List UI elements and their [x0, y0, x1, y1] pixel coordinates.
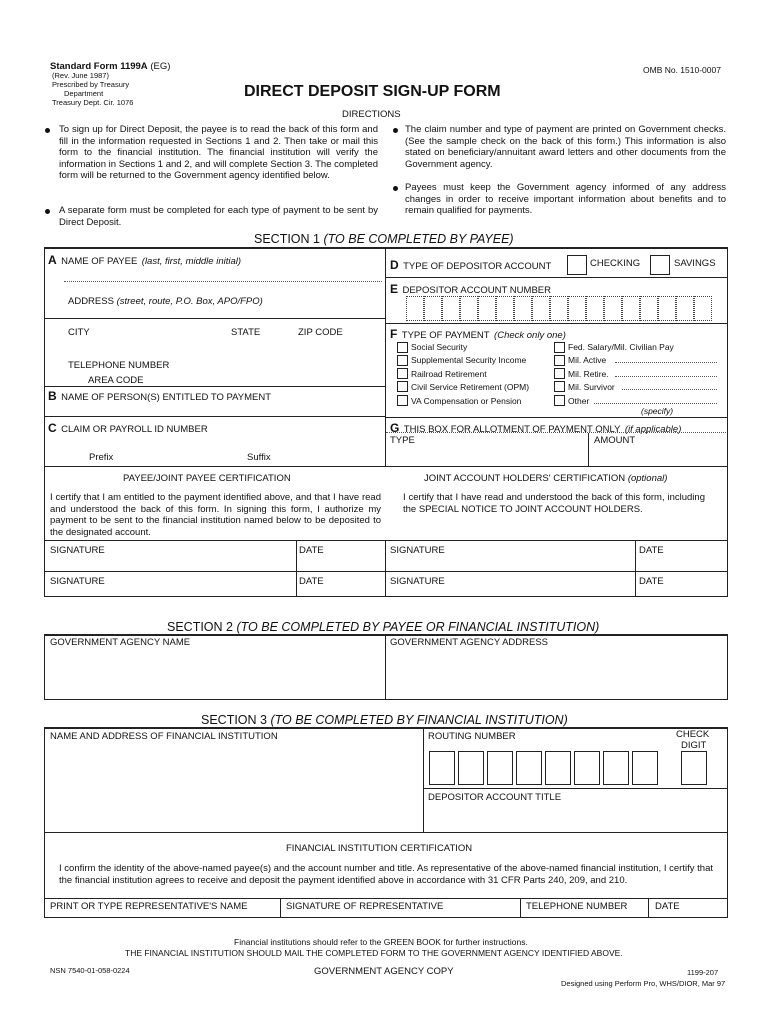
checking-checkbox[interactable] — [567, 255, 587, 275]
nsn-number: NSN 7540-01-058-0224 — [50, 966, 130, 975]
field-telephone[interactable]: TELEPHONE NUMBER — [68, 360, 170, 371]
account-digit-box[interactable] — [568, 296, 586, 321]
field-d-account-type: D TYPE OF DEPOSITOR ACCOUNT — [390, 258, 552, 272]
payee-cert-title: PAYEE/JOINT PAYEE CERTIFICATION — [123, 473, 291, 484]
bullet-icon — [393, 186, 398, 191]
payment-social-security-label: Social Security — [411, 342, 468, 352]
account-digit-box[interactable] — [694, 296, 712, 321]
depositor-account-title-field[interactable]: DEPOSITOR ACCOUNT TITLE — [428, 792, 562, 803]
form-title: DIRECT DEPOSIT SIGN-UP FORM — [244, 83, 501, 100]
form-rev: (Rev. June 1987) — [52, 71, 109, 80]
joint-cert-title: JOINT ACCOUNT HOLDERS' CERTIFICATION (optional) — [424, 473, 668, 484]
checking-label: CHECKING — [590, 258, 641, 269]
account-digit-box[interactable] — [658, 296, 676, 321]
routing-digit-box[interactable] — [632, 751, 658, 785]
form-id: Standard Form 1199A (EG) — [50, 61, 171, 72]
rep-name-field[interactable]: PRINT OR TYPE REPRESENTATIVE'S NAME — [50, 901, 248, 912]
designed-by: Designed using Perform Pro, WHS/DIOR, Mar 97 — [561, 979, 726, 988]
payment-fed-salary-checkbox[interactable] — [554, 342, 565, 353]
claim-suffix: Suffix — [247, 452, 271, 463]
section2-title: SECTION 2 (TO BE COMPLETED BY PAYEE OR FINANCIAL INSTITUTION) — [167, 620, 600, 634]
field-area-code: AREA CODE — [88, 375, 144, 386]
field-b-entitled-persons[interactable]: B NAME OF PERSON(S) ENTITLED TO PAYMENT — [48, 389, 272, 403]
payment-mil-active-checkbox[interactable] — [554, 355, 565, 366]
account-digit-box[interactable] — [622, 296, 640, 321]
account-digit-box[interactable] — [460, 296, 478, 321]
payment-other-checkbox[interactable] — [554, 395, 565, 406]
account-digit-box[interactable] — [586, 296, 604, 321]
payment-other-specify: (specify) — [641, 406, 674, 416]
account-digit-box[interactable] — [496, 296, 514, 321]
payee-date-2[interactable]: DATE — [299, 576, 324, 587]
joint-date-1[interactable]: DATE — [639, 545, 664, 556]
payment-va-label: VA Compensation or Pension — [411, 396, 522, 406]
field-city[interactable]: CITY — [68, 327, 90, 338]
field-a-payee-name[interactable]: A NAME OF PAYEE (last, first, middle initial) — [48, 253, 242, 267]
routing-number-label: ROUTING NUMBER — [428, 731, 516, 742]
allotment-type[interactable]: TYPE — [390, 435, 415, 446]
payment-mil-active-label: Mil. Active — [568, 355, 607, 365]
routing-digit-box[interactable] — [574, 751, 600, 785]
rep-telephone-field[interactable]: TELEPHONE NUMBER — [526, 901, 628, 912]
routing-digit-box[interactable] — [603, 751, 629, 785]
joint-signature-2[interactable]: SIGNATURE — [390, 576, 445, 587]
payment-social-security-checkbox[interactable] — [397, 342, 408, 353]
direction-1: To sign up for Direct Deposit, the payee is to read the back of this form and fill in the information requested in Sections 1 and 2. Then take or mail this form to the financial institution. The financial institution will verify the information in Sections 1 and 2, and will complete Section 3. The completed form will be returned to the Government agency identified below. — [59, 124, 378, 181]
routing-digit-box[interactable] — [487, 751, 513, 785]
payee-date-1[interactable]: DATE — [299, 545, 324, 556]
bullet-icon — [45, 128, 50, 133]
payment-railroad-checkbox[interactable] — [397, 368, 408, 379]
joint-signature-1[interactable]: SIGNATURE — [390, 545, 445, 556]
check-digit-label-2: DIGIT — [681, 740, 707, 751]
direction-3: The claim number and type of payment are printed on Government checks. (See the sample check on the back of this form.) This information is also stated on beneficiary/annuitant award letters and other documents from the Government agency. — [405, 124, 726, 170]
field-f-payment-type: F TYPE OF PAYMENT (Check only one) — [390, 327, 566, 341]
directions-label: DIRECTIONS — [342, 109, 401, 120]
bullet-icon — [393, 128, 398, 133]
field-g-allotment: G THIS BOX FOR ALLOTMENT OF PAYMENT ONLY (if applicable) — [390, 421, 682, 435]
payment-railroad-label: Railroad Retirement — [411, 369, 487, 379]
payment-civil-service-checkbox[interactable] — [397, 381, 408, 392]
payment-other-label: Other — [568, 396, 590, 406]
green-book-note: Financial institutions should refer to the GREEN BOOK for further instructions. — [234, 937, 528, 947]
fi-name-address-field[interactable]: NAME AND ADDRESS OF FINANCIAL INSTITUTION — [50, 731, 278, 742]
savings-checkbox[interactable] — [650, 255, 670, 275]
account-digit-box[interactable] — [514, 296, 532, 321]
account-digit-box[interactable] — [424, 296, 442, 321]
field-c-claim-id[interactable]: C CLAIM OR PAYROLL ID NUMBER — [48, 421, 208, 435]
payment-mil-retire-checkbox[interactable] — [554, 368, 565, 379]
routing-digit-box[interactable] — [458, 751, 484, 785]
rep-signature-field[interactable]: SIGNATURE OF REPRESENTATIVE — [286, 901, 444, 912]
payment-va-checkbox[interactable] — [397, 395, 408, 406]
omb-number: OMB No. 1510-0007 — [643, 65, 721, 75]
payee-signature-1[interactable]: SIGNATURE — [50, 545, 105, 556]
form-department: Department — [64, 89, 104, 98]
payment-civil-service-label: Civil Service Retirement (OPM) — [411, 382, 530, 392]
section1-column-divider — [385, 247, 386, 466]
bullet-icon — [45, 209, 50, 214]
account-digit-box[interactable] — [478, 296, 496, 321]
field-e-account-number: E DEPOSITOR ACCOUNT NUMBER — [390, 282, 551, 296]
rep-date-field[interactable]: DATE — [655, 901, 680, 912]
payment-mil-retire-label: Mil. Retire. — [568, 369, 609, 379]
payee-cert-text: I certify that I am entitled to the payment identified above, and that I have read and understood the back of this form. In signing this form, I authorize my payment to be sent to the financial institution named below to be deposited to the designated account. — [50, 492, 381, 538]
payee-signature-2[interactable]: SIGNATURE — [50, 576, 105, 587]
account-digit-box[interactable] — [550, 296, 568, 321]
agency-copy-label: GOVERNMENT AGENCY COPY — [314, 966, 454, 977]
field-zip[interactable]: ZIP CODE — [298, 327, 343, 338]
routing-digit-box[interactable] — [545, 751, 571, 785]
payment-ssi-checkbox[interactable] — [397, 355, 408, 366]
claim-prefix: Prefix — [89, 452, 114, 463]
check-digit-label-1: CHECK — [676, 729, 710, 740]
account-digit-box[interactable] — [640, 296, 658, 321]
allotment-amount[interactable]: AMOUNT — [594, 435, 636, 446]
account-digit-box[interactable] — [604, 296, 622, 321]
account-digit-box[interactable] — [532, 296, 550, 321]
payment-mil-survivor-checkbox[interactable] — [554, 381, 565, 392]
account-digit-box[interactable] — [676, 296, 694, 321]
joint-cert-text: I certify that I have read and understood the back of this form, including the SPECIAL NOTICE TO JOINT ACCOUNT HOLDERS. — [403, 492, 705, 515]
direction-2: A separate form must be completed for each type of payment to be sent by Direct Deposit. — [59, 205, 378, 228]
section1-title: SECTION 1 (TO BE COMPLETED BY PAYEE) — [254, 232, 514, 246]
savings-label: SAVINGS — [674, 258, 716, 269]
account-digit-box[interactable] — [406, 296, 424, 321]
routing-digit-box[interactable] — [429, 751, 455, 785]
routing-digit-box[interactable] — [516, 751, 542, 785]
field-state[interactable]: STATE — [231, 327, 261, 338]
field-address[interactable]: ADDRESS (street, route, P.O. Box, APO/FPO) — [68, 296, 263, 307]
check-digit-box[interactable] — [681, 751, 707, 785]
payment-fed-salary-label: Fed. Salary/Mil. Civilian Pay — [568, 342, 674, 352]
agency-address-field[interactable]: GOVERNMENT AGENCY ADDRESS — [390, 637, 549, 648]
form-circular: Treasury Dept. Cir. 1076 — [52, 98, 134, 107]
fi-cert-title: FINANCIAL INSTITUTION CERTIFICATION — [286, 843, 473, 854]
payment-mil-survivor-label: Mil. Survivor — [568, 382, 615, 392]
joint-date-2[interactable]: DATE — [639, 576, 664, 587]
direction-4: Payees must keep the Government agency informed of any address changes in order to receive important information about benefits and to remain qualified for payments. — [405, 182, 726, 216]
form-prescribed: Prescribed by Treasury — [52, 80, 130, 89]
account-digit-box[interactable] — [442, 296, 460, 321]
mail-notice: THE FINANCIAL INSTITUTION SHOULD MAIL THE COMPLETED FORM TO THE GOVERNMENT AGENCY IDENTIFIED ABOVE. — [125, 948, 623, 958]
payment-ssi-label: Supplemental Security Income — [411, 355, 527, 365]
fi-cert-text: I confirm the identity of the above-named payee(s) and the account number and title. As representative of the above-named financial institution, I certify that the financial institution agrees to receive and deposit the payment identified above in accordance with 31 CFR Parts 240, 209, and 210. — [59, 863, 713, 886]
agency-name-field[interactable]: GOVERNMENT AGENCY NAME — [50, 637, 191, 648]
form-number: 1199-207 — [687, 968, 719, 977]
section3-title: SECTION 3 (TO BE COMPLETED BY FINANCIAL INSTITUTION) — [201, 713, 568, 727]
